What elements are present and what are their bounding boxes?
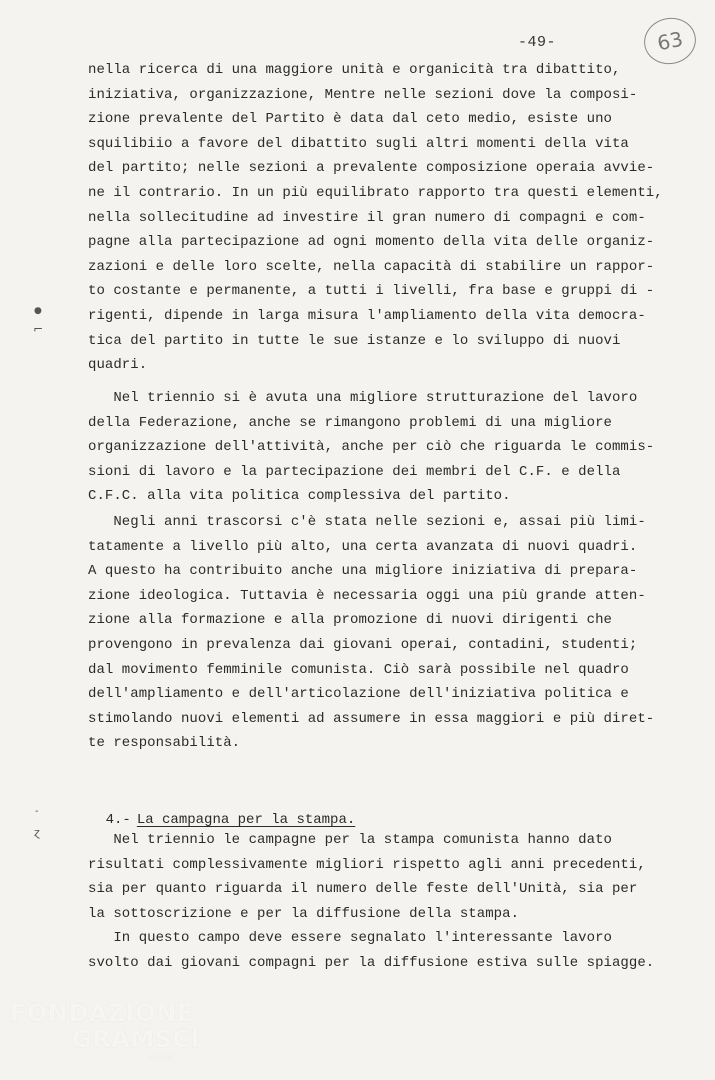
watermark-logo bbox=[10, 1000, 200, 1064]
watermark-line-1: FONDAZIONE bbox=[10, 999, 194, 1027]
text-line: del partito; nelle sezioni a prevalente composizione operaia avvie- bbox=[88, 160, 655, 177]
text-line: organizzazione dell'attività, anche per ciò che riguarda le commis- bbox=[88, 439, 655, 456]
text-line: svolto dai giovani compagni per la diffusione estiva sulle spiagge. bbox=[88, 954, 655, 971]
margin-curl-mark: ɀ bbox=[34, 826, 40, 839]
paragraph-4 bbox=[88, 828, 655, 976]
paragraph-1 bbox=[88, 58, 663, 378]
text-line: zione alla formazione e alla promozione di nuovi dirigenti che bbox=[88, 612, 612, 629]
text-line: tatamente a livello più alto, una certa avanzata di nuovi quadri. bbox=[88, 538, 638, 555]
watermark-line-2: GRAMSCI bbox=[72, 1025, 200, 1053]
margin-dash-mark: - bbox=[35, 806, 39, 817]
section-title: La campagna per la stampa. bbox=[136, 812, 356, 828]
section-number: 4.- bbox=[105, 812, 131, 828]
text-line: In questo campo deve essere segnalato l'interessante lavoro bbox=[88, 930, 612, 947]
text-line: della Federazione, anche se rimangono problemi di una migliore bbox=[88, 414, 612, 431]
watermark-line-3: onlus bbox=[148, 1053, 175, 1063]
text-line: C.F.C. alla vita politica complessiva del partito. bbox=[88, 488, 511, 505]
text-line: dell'ampliamento e dell'articolazione dell'iniziativa politica e bbox=[88, 686, 629, 703]
text-line: sia per quanto riguarda il numero delle feste dell'Unità, sia per bbox=[88, 881, 638, 898]
text-line: te responsabilità. bbox=[88, 735, 241, 752]
text-line: nella sollecitudine ad investire il gran numero di compagni e com- bbox=[88, 209, 646, 226]
text-line: tica del partito in tutte le sue istanze e lo sviluppo di nuovi bbox=[88, 332, 621, 349]
paragraph-3 bbox=[88, 510, 655, 756]
text-line: rigenti, dipende in larga misura l'ampliamento della vita democra- bbox=[88, 307, 646, 324]
text-line: to costante e permanente, a tutti i livelli, fra base e gruppi di - bbox=[88, 283, 655, 300]
text-line: Nel triennio si è avuta una migliore strutturazione del lavoro bbox=[88, 390, 638, 406]
text-line: sioni di lavoro e la partecipazione dei membri del C.F. e della bbox=[88, 463, 621, 480]
text-line: squilibiio a favore del dibattito sugli altri momenti della vita bbox=[88, 135, 629, 152]
text-line: provengono in prevalenza dai giovani operai, contadini, studenti; bbox=[88, 636, 638, 653]
text-line: quadri. bbox=[88, 357, 148, 374]
text-line: risultati complessivamente migliori rispetto agli anni precedenti, bbox=[88, 856, 646, 873]
text-line: zione prevalente del Partito è data dal ceto medio, esiste uno bbox=[88, 111, 612, 128]
paragraph-2 bbox=[88, 386, 655, 509]
text-line: Negli anni trascorsi c'è stata nelle sezioni e, assai più limi- bbox=[88, 514, 646, 530]
text-line: ne il contrario. In un più equilibrato rapporto tra questi elementi, bbox=[88, 184, 663, 201]
text-line: stimolando nuovi elementi ad assumere in essa maggiori e più diret- bbox=[88, 710, 655, 727]
text-line: Nel triennio le campagne per la stampa comunista hanno dato bbox=[88, 832, 612, 848]
page-number: -49- bbox=[518, 34, 557, 51]
text-line: la sottoscrizione e per la diffusione della stampa. bbox=[88, 905, 520, 922]
archive-stamp bbox=[640, 13, 700, 69]
text-line: A questo ha contribuito anche una migliore iniziativa di prepara- bbox=[88, 563, 638, 580]
archive-stamp-number: 63 bbox=[655, 26, 685, 56]
text-line: pagne alla partecipazione ad ogni momento della vita delle organiz- bbox=[88, 234, 655, 251]
margin-tick-mark: ⌐ bbox=[33, 322, 44, 336]
text-line: dal movimento femminile comunista. Ciò sarà possibile nel quadro bbox=[88, 661, 629, 678]
margin-dot-mark: ● bbox=[34, 306, 42, 316]
text-line: nella ricerca di una maggiore unità e organicità tra dibattito, bbox=[88, 62, 621, 78]
text-line: iniziativa, organizzazione, Mentre nelle sezioni dove la composi- bbox=[88, 86, 638, 103]
text-line: zione ideologica. Tuttavia è necessaria oggi una più grande atten- bbox=[88, 587, 646, 604]
text-line: zazioni e delle loro scelte, nella capacità di stabilire un rappor- bbox=[88, 258, 655, 275]
